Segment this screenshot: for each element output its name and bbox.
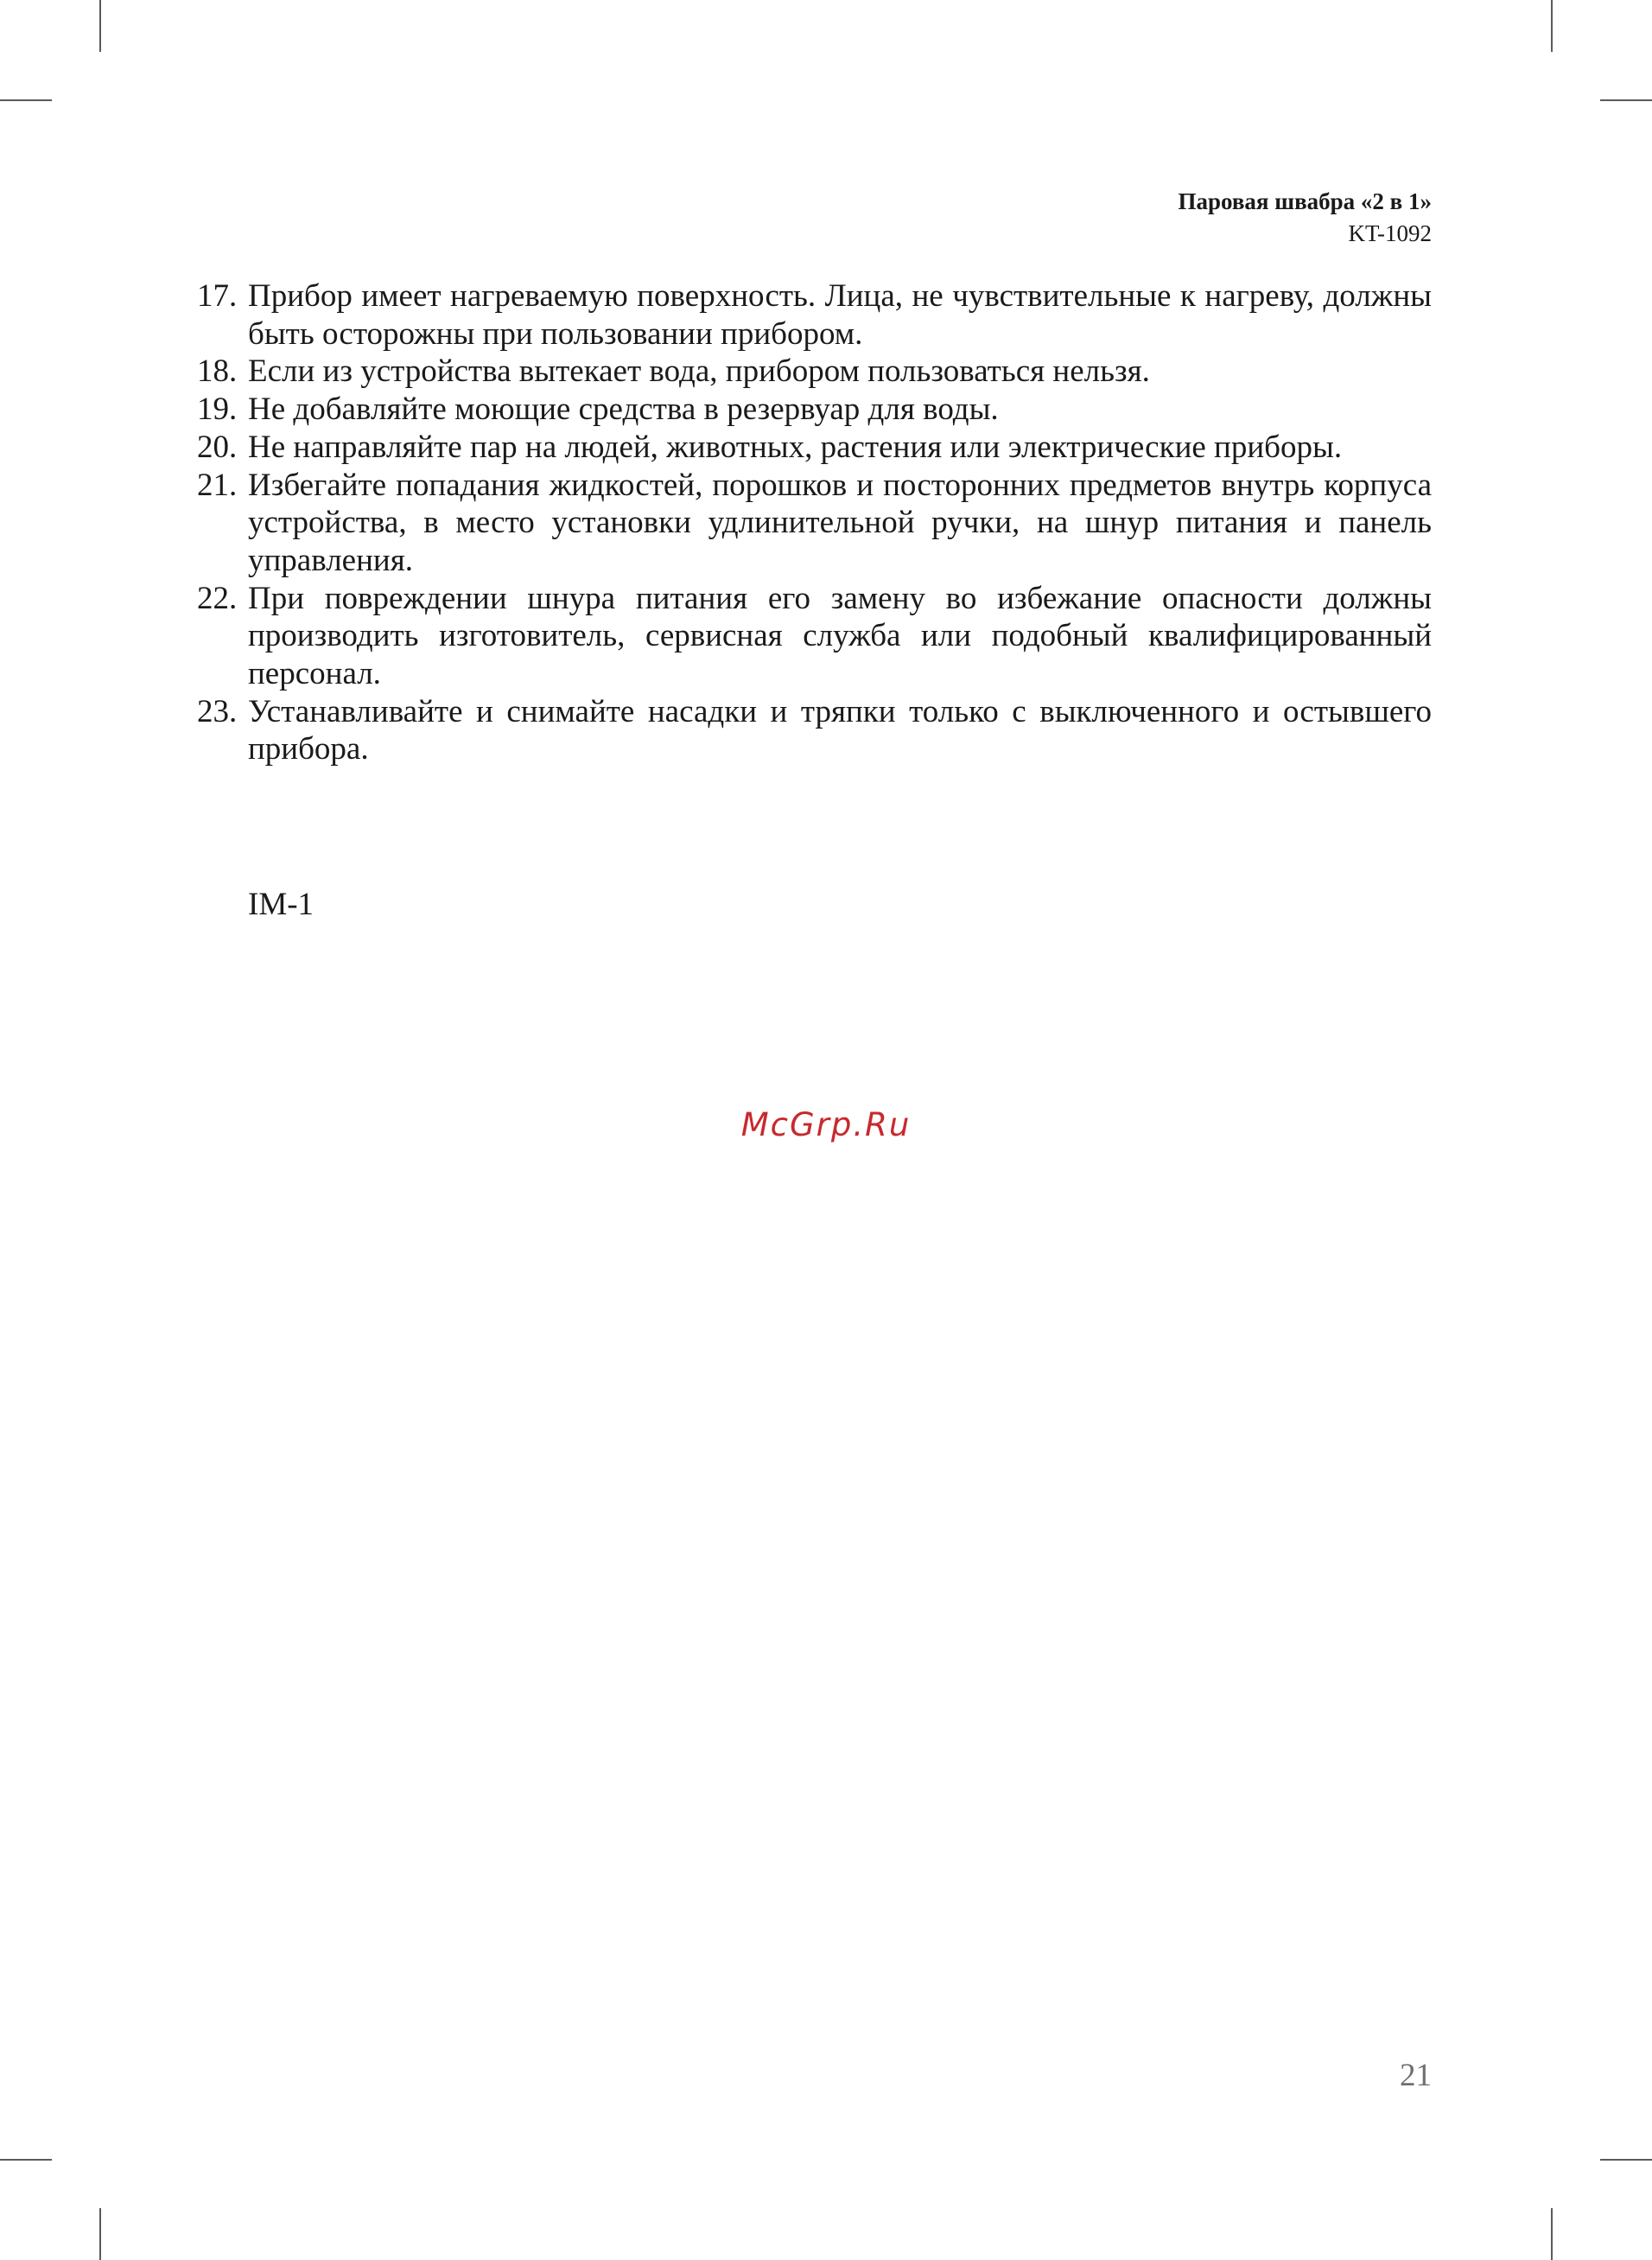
document-code: IM-1 — [248, 887, 315, 922]
crop-mark-top-left-horizontal — [0, 99, 52, 101]
item-number: 21. — [197, 467, 238, 503]
item-text: Не добавляйте моющие средства в резервуар для воды. — [248, 392, 999, 428]
page-number: 21 — [1400, 2058, 1432, 2093]
item-number: 17. — [197, 278, 238, 314]
item-number: 23. — [197, 693, 238, 729]
crop-mark-bottom-right-vertical — [1551, 2208, 1553, 2260]
item-number: 22. — [197, 580, 238, 616]
item-text: Не направляйте пар на людей, животных, растения или электрические приборы. — [248, 429, 1343, 465]
page-header — [1178, 186, 1432, 250]
item-number: 18. — [197, 353, 238, 390]
product-title: Паровая швабра «2 в 1» — [1178, 188, 1432, 214]
crop-mark-top-left-vertical — [99, 0, 101, 52]
list-item — [197, 391, 1432, 429]
crop-mark-top-right-vertical — [1551, 0, 1553, 52]
watermark: McGrp.Ru — [740, 1106, 912, 1143]
safety-instructions-list — [197, 277, 1432, 768]
item-text: При повреждении шнура питания его замену во избежание опасности должны производить изготовитель, сервисная служба или подобный квалифицированный персонал. — [248, 580, 1432, 692]
item-text: Избегайте попадания жидкостей, порошков и посторонних предметов внутрь корпуса устройства, в место установки удлинительной ручки, на шнур питания и панель управления. — [248, 467, 1432, 578]
item-text: Устанавливайте и снимайте насадки и тряпки только с выключенного и остывшего прибора. — [248, 693, 1432, 767]
list-item — [197, 467, 1432, 580]
list-item — [197, 353, 1432, 391]
list-item — [197, 277, 1432, 353]
item-number: 19. — [197, 392, 238, 428]
list-item — [197, 580, 1432, 693]
item-text: Прибор имеет нагреваемую поверхность. Лица, не чувствительные к нагреву, должны быть осторожны при пользовании прибором. — [248, 278, 1432, 352]
item-number: 20. — [197, 429, 238, 465]
crop-mark-bottom-left-horizontal — [0, 2159, 52, 2161]
item-text: Если из устройства вытекает вода, прибором пользоваться нельзя. — [248, 353, 1150, 390]
crop-mark-top-right-horizontal — [1600, 99, 1652, 101]
product-model: KT-1092 — [1348, 220, 1432, 246]
list-item — [197, 693, 1432, 768]
list-item — [197, 429, 1432, 467]
crop-mark-bottom-left-vertical — [99, 2208, 101, 2260]
crop-mark-bottom-right-horizontal — [1600, 2159, 1652, 2161]
